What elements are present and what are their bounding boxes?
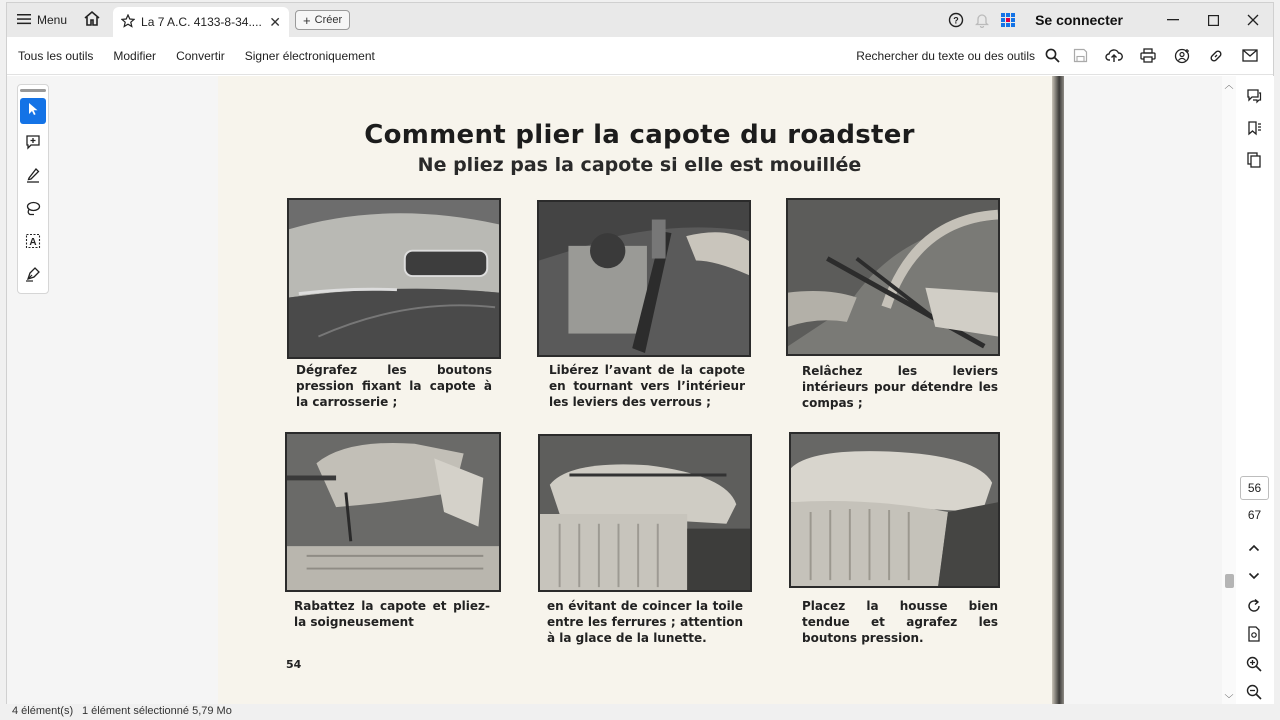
- comments-panel-icon[interactable]: [1242, 84, 1266, 108]
- scroll-down-arrow-icon[interactable]: ﹀: [1224, 694, 1234, 704]
- pdf-viewer-window: [6, 2, 1274, 704]
- status-selection: 1 élément sélectionné 5,79 Mo: [82, 705, 232, 717]
- star-icon[interactable]: [121, 14, 135, 31]
- home-button[interactable]: [77, 3, 107, 37]
- total-pages: 67: [1247, 508, 1262, 522]
- apps-grid-icon[interactable]: [995, 3, 1021, 37]
- draw-tool-button[interactable]: [20, 197, 46, 223]
- status-item-count: 4 élément(s): [12, 705, 74, 717]
- signin-button[interactable]: Se connecter: [1035, 12, 1123, 28]
- pdf-page[interactable]: [218, 76, 1061, 705]
- create-label: Créer: [314, 14, 343, 26]
- menu-convert[interactable]: Convertir: [176, 48, 225, 63]
- home-icon: [83, 10, 101, 31]
- pages-panel-icon[interactable]: [1242, 148, 1266, 172]
- caption-step-6: Placez la housse bien tendue et agrafez les boutons pression.: [802, 599, 998, 645]
- link-icon[interactable]: [1199, 41, 1233, 71]
- create-button[interactable]: [295, 10, 350, 30]
- page-title: Comment plier la capote du roadster: [364, 120, 915, 150]
- page-settings-icon[interactable]: [1242, 622, 1266, 646]
- comment-tool-button[interactable]: [20, 131, 46, 157]
- current-page-input[interactable]: 56: [1240, 476, 1269, 500]
- palette-grip[interactable]: [20, 89, 46, 92]
- scrollbar-thumb[interactable]: [1225, 574, 1234, 588]
- notification-bell-icon[interactable]: [969, 3, 995, 37]
- add-comment-icon: [25, 134, 41, 155]
- next-page-icon[interactable]: [1242, 564, 1266, 588]
- tab-bar: [7, 3, 1273, 37]
- rotate-icon[interactable]: [1242, 594, 1266, 618]
- save-icon[interactable]: [1063, 41, 1097, 71]
- page-subtitle: Ne pliez pas la capote si elle est mouillée: [417, 154, 862, 176]
- email-icon[interactable]: [1233, 41, 1267, 71]
- zoom-in-icon[interactable]: [1242, 652, 1266, 676]
- status-bar: [0, 704, 1280, 720]
- book-spine-shadow: [1052, 76, 1064, 705]
- menu-edit[interactable]: Modifier: [113, 48, 157, 63]
- printed-page-number: 54: [286, 658, 302, 671]
- close-window-icon[interactable]: [1233, 3, 1273, 37]
- menu-all-tools[interactable]: Tous les outils: [18, 48, 94, 63]
- caption-step-3: Relâchez les leviers intérieurs pour détendre les compas ;: [802, 364, 998, 410]
- menu-e-sign[interactable]: Signer électroniquement: [244, 48, 375, 63]
- tab-title: La 7 A.C. 4133-8-34....: [141, 15, 262, 29]
- tabbar-right: [943, 3, 1273, 37]
- photo-place-cover: [789, 432, 1000, 588]
- photo-unfasten-buttons: [287, 198, 501, 359]
- fountain-pen-icon: [25, 266, 41, 287]
- close-tab-icon[interactable]: ✕: [269, 13, 282, 30]
- cursor-arrow-icon: [27, 102, 39, 121]
- select-tool-button[interactable]: [20, 98, 46, 124]
- vertical-scrollbar[interactable]: [1222, 76, 1236, 705]
- svg-text:?: ?: [953, 15, 959, 26]
- search-icon[interactable]: [1041, 41, 1063, 71]
- photo-loosen-levers: [786, 198, 1000, 356]
- print-icon[interactable]: [1131, 41, 1165, 71]
- help-icon[interactable]: [943, 3, 969, 37]
- right-rail: [1236, 76, 1274, 705]
- tool-palette: [17, 84, 49, 294]
- svg-text:A: A: [29, 236, 37, 248]
- main-toolbar: [7, 37, 1273, 75]
- photo-avoid-pinching: [538, 434, 752, 592]
- highlight-tool-button[interactable]: [20, 164, 46, 190]
- photo-fold-top: [285, 432, 501, 592]
- toolbar-right: [856, 41, 1273, 71]
- photo-release-latches: [537, 200, 751, 357]
- menu-label: Menu: [37, 13, 68, 27]
- text-box-icon: [25, 233, 41, 254]
- document-tab[interactable]: [113, 7, 289, 37]
- share-user-icon[interactable]: [1165, 41, 1199, 71]
- menu-button[interactable]: [7, 3, 77, 37]
- lasso-draw-icon: [25, 200, 41, 221]
- left-panel: [7, 76, 218, 705]
- caption-step-4: Rabattez la capote et pliez-la soigneusement: [294, 599, 490, 629]
- previous-page-icon[interactable]: [1242, 536, 1266, 560]
- zoom-out-icon[interactable]: [1242, 680, 1266, 704]
- document-area[interactable]: [218, 76, 1222, 705]
- hamburger-icon: [17, 13, 31, 28]
- scroll-up-arrow-icon[interactable]: ︿: [1224, 80, 1234, 90]
- caption-step-1: Dégrafez les boutons pression fixant la capote à la carrosserie ;: [296, 363, 492, 409]
- cloud-upload-icon[interactable]: [1097, 41, 1131, 71]
- minimize-icon[interactable]: [1153, 3, 1193, 37]
- pen-highlight-icon: [25, 167, 41, 188]
- maximize-icon[interactable]: [1193, 3, 1233, 37]
- sign-tool-button[interactable]: [20, 263, 46, 289]
- text-tool-button[interactable]: [20, 230, 46, 256]
- caption-step-2: Libérez l’avant de la capote en tournant vers l’intérieur les leviers des verrous ;: [549, 363, 745, 409]
- search-tools-label[interactable]: Rechercher du texte ou des outils: [856, 48, 1035, 63]
- bookmarks-panel-icon[interactable]: [1242, 116, 1266, 140]
- plus-icon: +: [303, 12, 311, 28]
- caption-step-5: en évitant de coincer la toile entre les ferrures ; attention à la glace de la lunette.: [547, 599, 743, 645]
